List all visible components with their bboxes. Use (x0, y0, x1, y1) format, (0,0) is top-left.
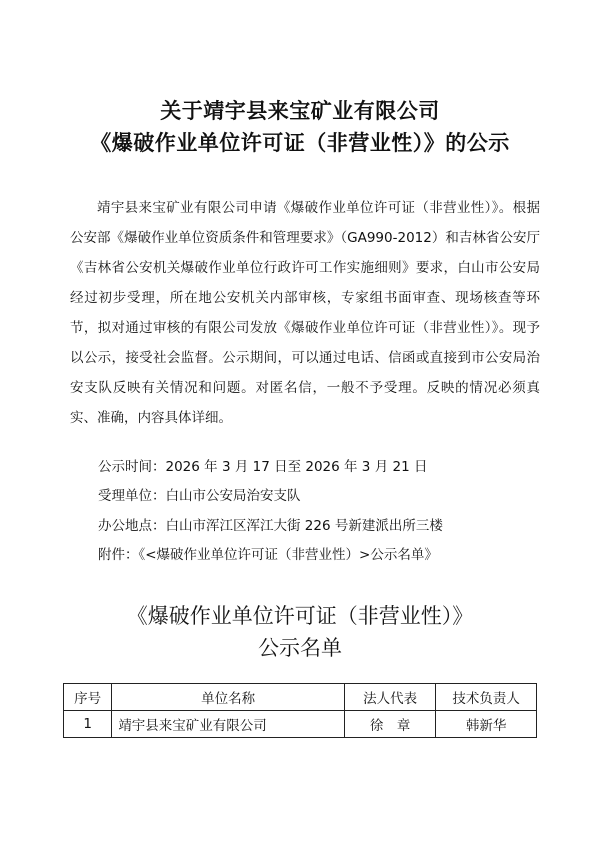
header-tech-lead: 技术负责人 (436, 684, 537, 711)
attachment-line: 附件：《<爆破作业单位许可证（非营业性）>公示名单》 (98, 547, 438, 563)
list-title-line-1: 《爆破作业单位许可证（非营业性）》 (126, 604, 474, 628)
accepting-unit: 受理单位：白山市公安局治安支队 (98, 488, 301, 504)
table-row (64, 711, 537, 738)
body-paragraph: 靖宇县来宝矿业有限公司申请《爆破作业单位许可证（非营业性）》。根据公安部《爆破作业单位资质条件和管理要求》（GA990-2012）和吉林省公安厅《吉林省公安机关爆破作业单位行政许可工作实施细则》要求，白山市公安局经过初步受理，所在地公安机关内部审核，专家组书面审查、现场核查等环节，拟对通过审核的有限公司发放《爆破作业单位许可证（非营业性）》。现予以公示，接受社会监督。公示期间，可以通过电话、信函或直接到市公安局治安支队反映有关情况和问题。对匿名信，一般不予受理。反映的情况必须真实、准确，内容具体详细。 (70, 200, 540, 426)
table-header-row (64, 684, 537, 711)
notice-period: 公示时间：2026 年 3 月 17 日至 2026 年 3 月 21 日 (98, 459, 428, 475)
header-legal-rep: 法人代表 (344, 684, 435, 711)
cell-company: 靖宇县来宝矿业有限公司 (112, 711, 345, 738)
title-line-1: 关于靖宇县来宝矿业有限公司 (160, 98, 440, 123)
public-list-table (63, 683, 537, 738)
header-company: 单位名称 (112, 684, 345, 711)
cell-tech-lead: 韩新华 (436, 711, 537, 738)
title-line-2: 《爆破作业单位许可证（非营业性）》的公示 (90, 130, 510, 155)
office-address: 办公地点：白山市浑江区浑江大街 226 号新建派出所三楼 (98, 518, 443, 534)
cell-legal-rep: 徐 章 (344, 711, 435, 738)
cell-seq: 1 (64, 711, 112, 738)
header-seq: 序号 (64, 684, 112, 711)
list-title-line-2: 公示名单 (258, 636, 342, 660)
